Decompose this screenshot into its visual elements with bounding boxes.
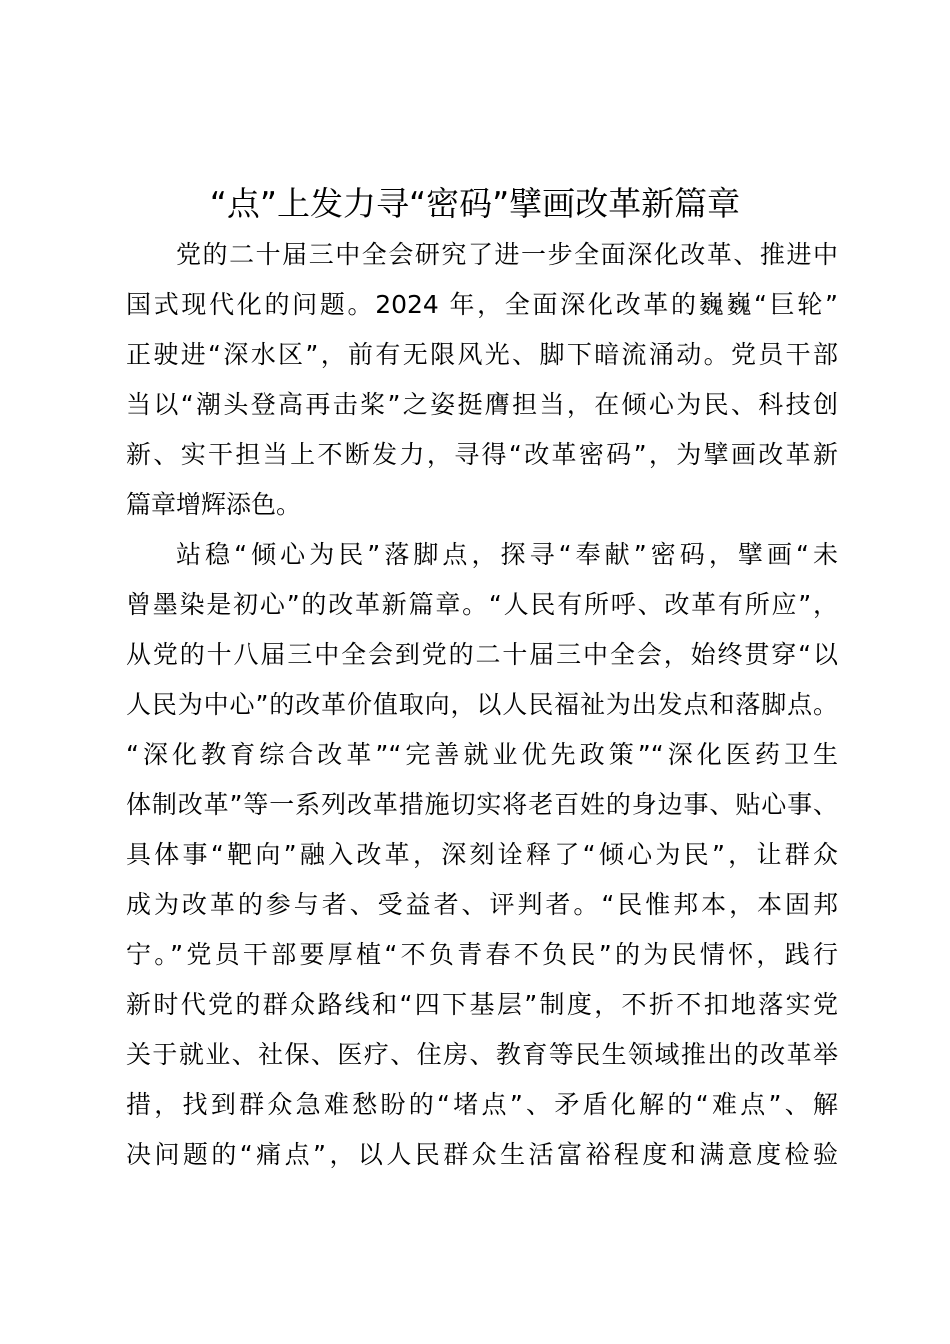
paragraph-line: 体制改革”等一系列改革措施切实将老百姓的身边事、贴心事、 (126, 790, 838, 819)
paragraph-line: 站稳“倾心为民”落脚点，探寻“奉献”密码，擘画“未 (176, 540, 838, 569)
paragraph-line: 措，找到群众急难愁盼的“堵点”、矛盾化解的“难点”、解 (126, 1090, 838, 1119)
paragraph-line: 新时代党的群众路线和“四下基层”制度，不折不扣地落实党 (126, 990, 838, 1019)
paragraph-line: 当以“潮头登高再击桨”之姿挺膺担当，在倾心为民、科技创 (126, 390, 838, 419)
paragraph-line: 具体事“靶向”融入改革，深刻诠释了“倾心为民”，让群众 (126, 840, 838, 869)
paragraph-line: 国式现代化的问题。2024 年，全面深化改革的巍巍“巨轮” (126, 290, 838, 319)
paragraph-line: “深化教育综合改革”“完善就业优先政策”“深化医药卫生 (126, 740, 838, 769)
document-body (126, 230, 838, 1180)
paragraph-line: 篇章增辉添色。 (126, 490, 302, 519)
paragraph-line: 正驶进“深水区”，前有无限风光、脚下暗流涌动。党员干部 (126, 340, 838, 369)
paragraph-line: 曾墨染是初心”的改革新篇章。“人民有所呼、改革有所应”， (126, 590, 838, 619)
paragraph-line: 成为改革的参与者、受益者、评判者。“民惟邦本，本固邦 (126, 890, 838, 919)
paragraph-2 (126, 530, 838, 1180)
paragraph-line: 宁。”党员干部要厚植“不负青春不负民”的为民情怀，践行 (126, 940, 838, 969)
paragraph-line: 人民为中心”的改革价值取向，以人民福祉为出发点和落脚点。 (126, 690, 838, 719)
document-title: “点”上发力寻“密码”擘画改革新篇章 (209, 184, 741, 223)
paragraph-1 (126, 230, 838, 530)
paragraph-line: 从党的十八届三中全会到党的二十届三中全会，始终贯穿“以 (126, 640, 838, 669)
paragraph-line: 新、实干担当上不断发力，寻得“改革密码”，为擘画改革新 (126, 440, 838, 469)
paragraph-line: 党的二十届三中全会研究了进一步全面深化改革、推进中 (176, 240, 838, 269)
paragraph-line: 决问题的“痛点”，以人民群众生活富裕程度和满意度检验 (126, 1140, 838, 1169)
paragraph-line: 关于就业、社保、医疗、住房、教育等民生领域推出的改革举 (126, 1040, 838, 1069)
